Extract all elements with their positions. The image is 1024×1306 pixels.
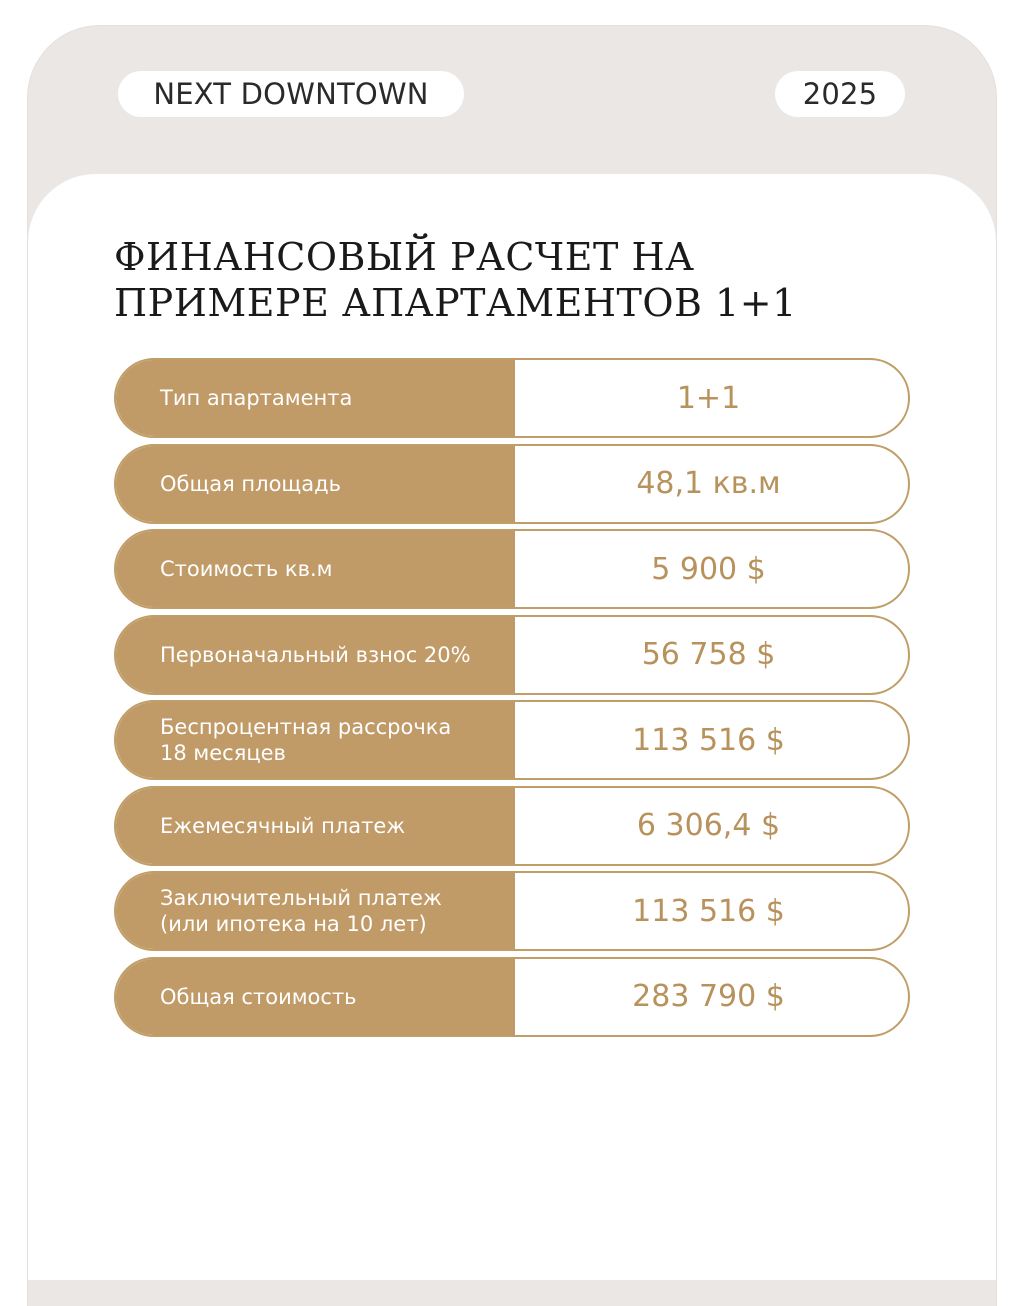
page-title: ФИНАНСОВЫЙ РАСЧЕТ НА ПРИМЕРЕ АПАРТАМЕНТОВ 1+1: [114, 235, 797, 325]
table-row-installment: [114, 700, 910, 780]
row-label: Общая стоимость: [116, 959, 515, 1035]
row-value: 1+1: [676, 380, 741, 416]
row-value: 113 516 $: [632, 722, 785, 758]
table-row-monthly-payment: [114, 786, 910, 866]
row-value: 6 306,4 $: [636, 808, 781, 843]
row-value: 283 790 $: [632, 979, 785, 1014]
row-label: Тип апартамента: [116, 360, 515, 436]
table-row-down-payment: [114, 615, 910, 695]
table-row-total-area: [114, 444, 910, 524]
row-label: Заключительный платеж (или ипотека на 10 лет): [116, 873, 515, 949]
row-label: Беспроцентная рассрочка 18 месяцев: [116, 702, 515, 778]
row-value: 113 516 $: [632, 893, 785, 929]
row-label: Ежемесячный платеж: [116, 788, 515, 864]
row-value: 48,1 кв.м: [636, 466, 781, 501]
finance-table: [114, 358, 910, 1042]
table-row-total-cost: [114, 957, 910, 1037]
year-badge: [775, 71, 905, 117]
row-label: Общая площадь: [116, 446, 515, 522]
table-row-final-payment: [114, 871, 910, 951]
row-label: Стоимость кв.м: [116, 531, 515, 607]
row-value: 5 900 $: [651, 551, 766, 587]
row-label: Первоначальный взнос 20%: [116, 617, 515, 693]
table-row-price-per-sqm: [114, 529, 910, 609]
table-row-apartment-type: [114, 358, 910, 438]
content-card: [28, 174, 996, 1280]
brand-badge: [118, 71, 464, 117]
year-label: 2025: [802, 77, 878, 111]
row-value: 56 758 $: [641, 637, 776, 672]
brand-label: NEXT DOWNTOWN: [153, 77, 429, 111]
